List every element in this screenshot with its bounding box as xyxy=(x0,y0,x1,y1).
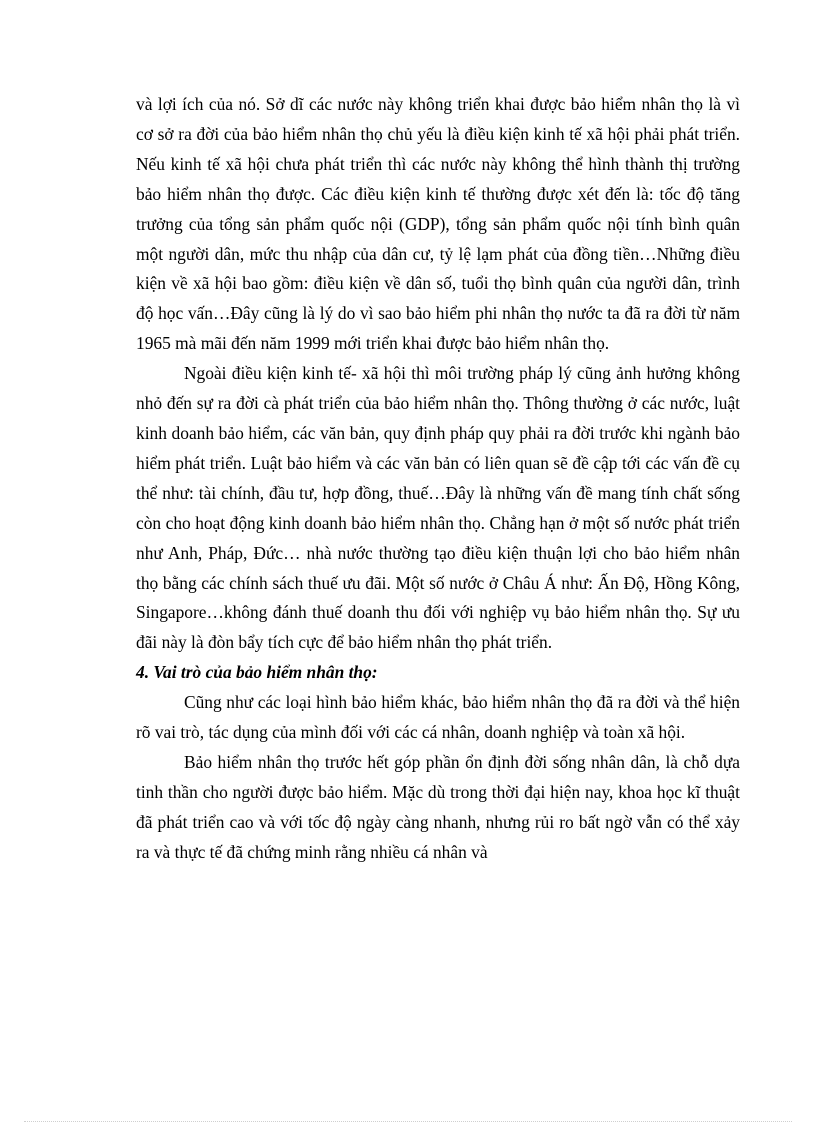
page-bottom-rule xyxy=(24,1121,792,1122)
section-heading: 4. Vai trò của bảo hiểm nhân thọ: xyxy=(136,662,378,683)
paragraph-role-intro: Cũng như các loại hình bảo hiểm khác, bảo hiểm nhân thọ đã ra đời và thể hiện rõ vai trò, tác dụng của mình đối với các cá nhân, doanh nghiệp và toàn xã hội. xyxy=(136,692,740,743)
document-page xyxy=(136,90,740,868)
paragraph-role-stability: Bảo hiểm nhân thọ trước hết góp phần ổn định đời sống nhân dân, là chỗ dựa tinh thần cho người được bảo hiểm. Mặc dù trong thời đại hiện nay, khoa học kĩ thuật đã phát triển cao và với tốc độ ngày càng nhanh, nhưng rủi ro bất ngờ vẫn có thể xảy ra và thực tế đã chứng minh rằng nhiều cá nhân và xyxy=(136,751,740,862)
paragraph-continuation: và lợi ích của nó. Sở dĩ các nước này không triển khai được bảo hiểm nhân thọ là vì cơ sở ra đời của bảo hiểm nhân thọ chủ yếu là điều kiện kinh tế xã hội phải phát triển. Nếu kinh tế xã hội chưa phát triển thì các nước này không thể hình thành thị trường bảo hiểm nhân thọ được. Các điều kiện kinh tế thường được xét đến là: tốc độ tăng trưởng của tổng sản phẩm quốc nội (GDP), tổng sản phẩm quốc nội tính bình quân một người dân, mức thu nhập của dân cư, tỷ lệ lạm phát của đồng tiền…Những điều kiện về xã hội bao gồm: điều kiện về dân số, tuổi thọ bình quân của người dân, trình độ học vấn…Đây cũng là lý do vì sao bảo hiểm phi nhân thọ nước ta đã ra đời từ năm 1965 mà mãi đến năm 1999 mới triển khai được bảo hiểm nhân thọ. xyxy=(136,94,740,354)
paragraph-legal-environment: Ngoài điều kiện kinh tế- xã hội thì môi trường pháp lý cũng ảnh hưởng không nhỏ đến sự ra đời cà phát triển của bảo hiểm nhân thọ. Thông thường ở các nước, luật kinh doanh bảo hiểm, các văn bản, quy định pháp quy phải ra đời trước khi ngành bảo hiểm phát triển. Luật bảo hiểm và các văn bản có liên quan sẽ đề cập tới các vấn đề cụ thể như: tài chính, đầu tư, hợp đồng, thuế…Đây là những vấn đề mang tính chất sống còn cho hoạt động kinh doanh bảo hiểm nhân thọ. Chẳng hạn ở một số nước phát triển như Anh, Pháp, Đức… nhà nước thường tạo điều kiện thuận lợi cho bảo hiểm nhân thọ bằng các chính sách thuế ưu đãi. Một số nước ở Châu Á như: Ấn Độ, Hồng Kông, Singapore…không đánh thuế doanh thu đối với nghiệp vụ bảo hiểm nhân thọ. Sự ưu đãi này là đòn bẩy tích cực để bảo hiểm nhân thọ phát triển. xyxy=(136,363,740,653)
